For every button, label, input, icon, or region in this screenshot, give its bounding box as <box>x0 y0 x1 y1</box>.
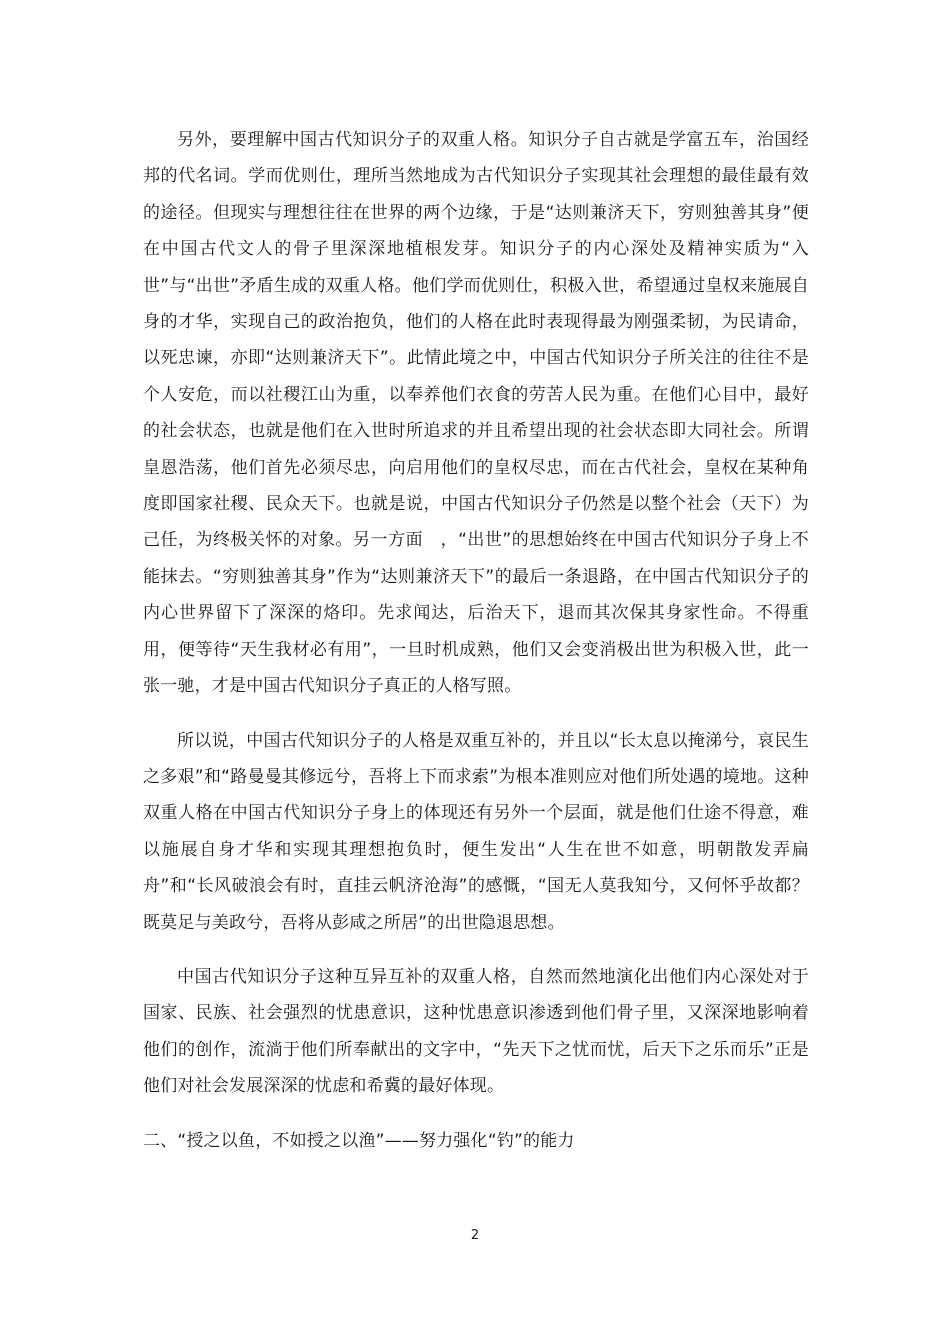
paragraph-dual-personality: 另外，要理解中国古代知识分子的双重人格。知识分子自古就是学富五车，治国经邦的代名词。学而优则仕，理所当然地成为古代知识分子实现其社会理想的最佳最有效的途径。但现实与理想往往在世界的两个边缘，于是“达则兼济天下，穷则独善其身”便在中国古代文人的骨子里深深地植根发芽。知识分子的内心深处及精神实质为“入世”与“出世”矛盾生成的双重人格。他们学而优则仕，积极入世，希望通过皇权来施展自身的才华，实现自己的政治抱负，他们的人格在此时表现得最为刚强柔韧，为民请命，以死忠谏，亦即“达则兼济天下”。此情此境之中，中国古代知识分子所关注的往往不是个人安危，而以社稷江山为重，以奉养他们衣食的劳苦人民为重。在他们心目中，最好的社会状态，也就是他们在入世时所追求的并且希望出现的社会状态即大同社会。所谓皇恩浩荡，他们首先必须尽忠，向启用他们的皇权尽忠，而在古代社会，皇权在某种角度即国家社稷、民众天下。也就是说，中国古代知识分子仍然是以整个社会（天下）为己任，为终极关怀的对象。另一方面 ，“出世”的思想始终在中国古代知识分子身上不能抹去。“穷则独善其身”作为“达则兼济天下”的最后一条退路，在中国古代知识分子的内心世界留下了深深的烙印。先求闻达，后治天下，退而其次保其身家性命。不得重用，便等待“天生我材必有用”，一旦时机成熟，他们又会变消极出世为积极入世，此一张一驰，才是中国古代知识分子真正的人格写照。 <box>143 130 809 697</box>
section-heading: 二、“授之以鱼，不如授之以渔”——努力强化“钓”的能力 <box>143 1130 575 1151</box>
paragraph-complementary-personality: 所以说，中国古代知识分子的人格是双重互补的，并且以“长太息以掩涕兮，哀民生之多艰”和“路曼曼其修远兮，吾将上下而求索”为根本准则应对他们所处遇的境地。这种双重人格在中国古代知识分子身上的体现还有另外一个层面，就是他们仕途不得意，难以施展自身才华和实现其理想抱负时，便生发出“人生在世不如意，明朝散发弄扁舟”和“长风破浪会有时，直挂云帆济沧海”的感慨，“国无人莫我知兮，又何怀乎故都？既莫足与美政兮，吾将从彭咸之所居”的出世隐退思想。 <box>143 730 809 933</box>
paragraph-sense-of-concern: 中国古代知识分子这种互异互补的双重人格，自然而然地演化出他们内心深处对于国家、民族、社会强烈的忧患意识，这种忧患意识渗透到他们骨子里，又深深地影响着他们的创作，流淌于他们所奉献出的文字中，“先天下之忧而忧，后天下之乐而乐”正是他们对社会发展深深的忧虑和希冀的最好体现。 <box>143 966 809 1097</box>
page-number: 2 <box>470 1228 480 1243</box>
page-body <box>143 122 809 1159</box>
